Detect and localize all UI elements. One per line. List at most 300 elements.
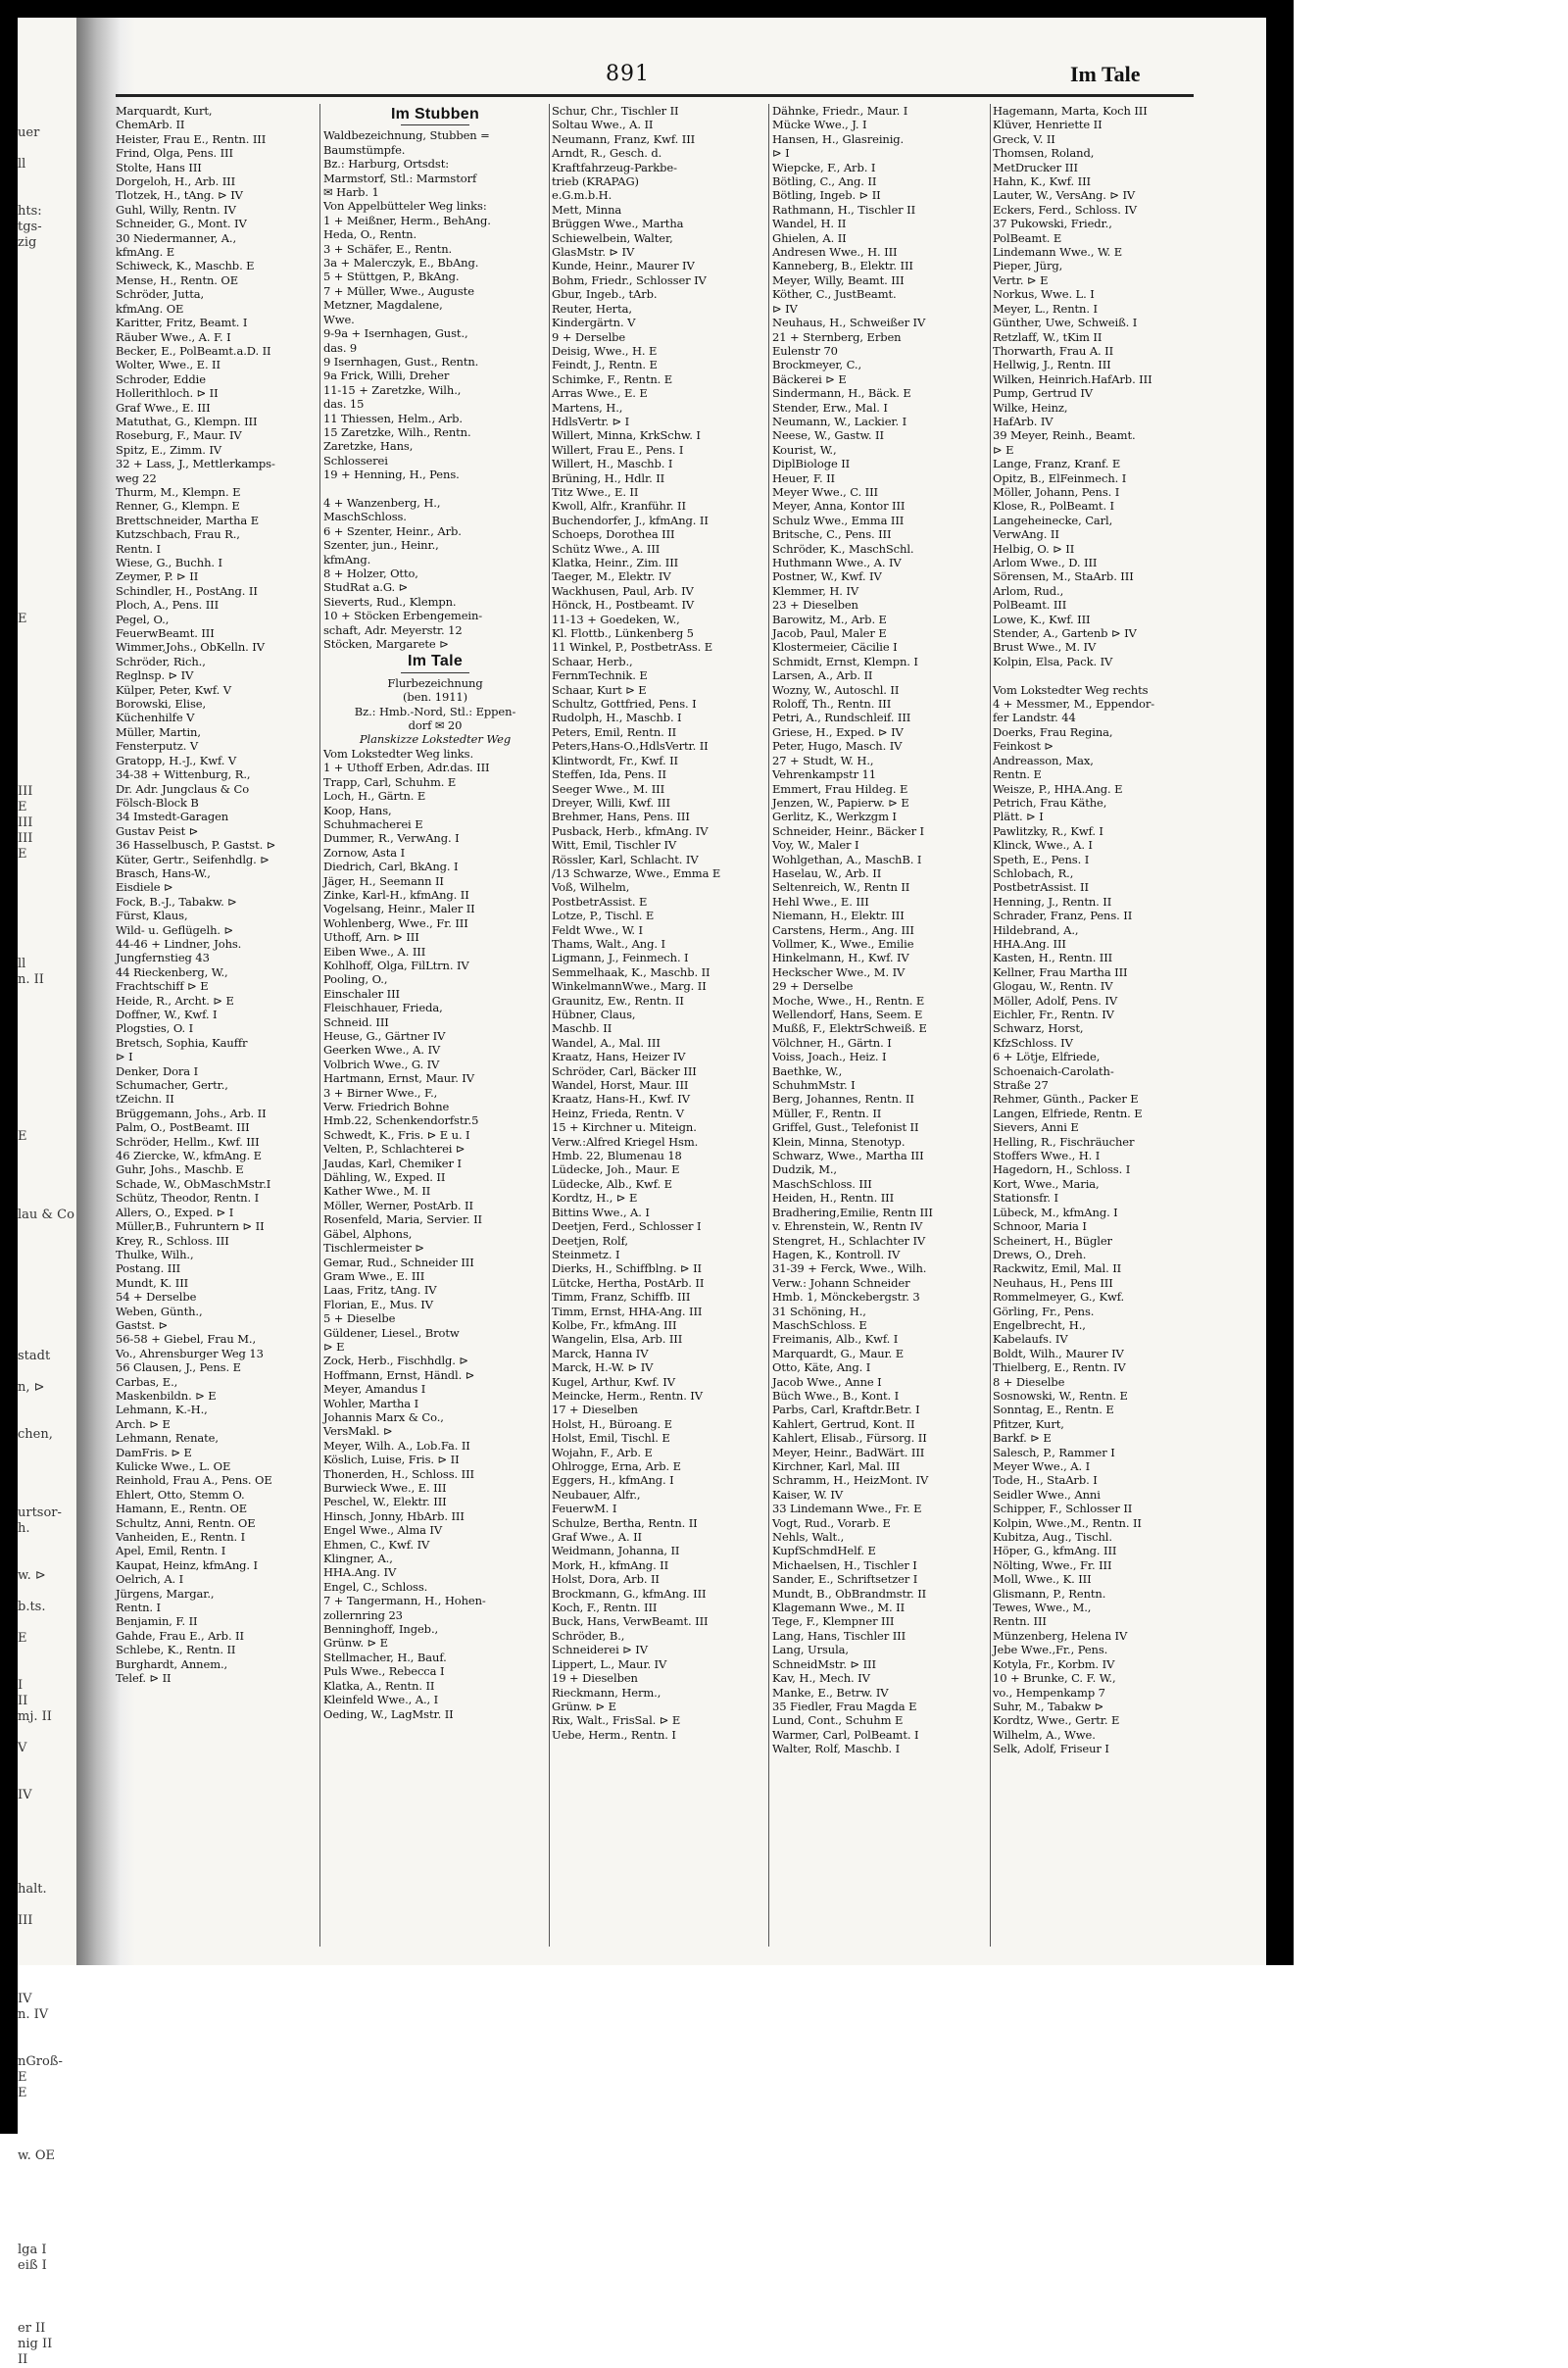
directory-entry: 44-46 + Lindner, Johs.	[116, 936, 242, 951]
directory-entry: Schaar, Kurt ⊳ E	[552, 682, 647, 697]
directory-entry: Stengret, H., Schlachter IV	[772, 1233, 926, 1248]
directory-entry: Gratopp, H.-J., Kwf. V	[116, 753, 237, 767]
directory-entry: Schwarz, Wwe., Martha III	[772, 1149, 924, 1163]
directory-entry: Jürgens, Margar.,	[116, 1586, 215, 1601]
directory-entry: Apel, Emil, Rentn. I	[116, 1544, 226, 1558]
directory-entry: Mett, Minna	[552, 202, 622, 217]
facing-page-fragment: V	[18, 1741, 27, 1755]
facing-page-fragment	[18, 345, 69, 361]
directory-entry: weg 22	[116, 470, 157, 485]
directory-entry: Sievers, Anni E	[993, 1120, 1079, 1135]
directory-entry: Schiweck, K., Maschb. E	[116, 259, 255, 273]
directory-entry: Neese, W., Gastw. II	[772, 428, 884, 443]
directory-entry: Voiss, Joach., Heiz. I	[772, 1050, 887, 1064]
directory-entry: 3 + Birner Wwe., F.,	[323, 1085, 438, 1100]
directory-entry: 15 + Kirchner u. Miteign.	[552, 1120, 697, 1135]
directory-entry: Bittins Wwe., A. I	[552, 1205, 650, 1219]
facing-page-strip	[18, 125, 74, 2367]
directory-entry: Rackwitz, Emil, Mal. II	[993, 1261, 1122, 1276]
directory-entry: Tege, F., Klempner III	[772, 1614, 895, 1629]
directory-entry: Tode, H., StaArb. I	[993, 1473, 1098, 1488]
directory-entry: SchneidMstr. ⊳ III	[772, 1656, 876, 1671]
directory-entry: Wwe.	[323, 312, 355, 326]
directory-entry: Dudzik, M.,	[772, 1162, 837, 1177]
facing-page-fragment	[18, 1239, 69, 1255]
directory-entry: 34-38 + Wittenburg, R.,	[116, 767, 251, 782]
directory-entry: Bötling, Ingeb. ⊳ II	[772, 188, 881, 203]
directory-entry: Wilhelm, A., Wwe.	[993, 1727, 1096, 1742]
facing-page-fragment	[18, 1615, 69, 1631]
directory-entry: Lüdecke, Alb., Kwf. E	[552, 1176, 672, 1191]
directory-entry: Warmer, Carl, PolBeamt. I	[772, 1727, 919, 1742]
directory-entry: Langeheinecke, Carl,	[993, 513, 1113, 527]
directory-entry: Thams, Walt., Ang. I	[552, 936, 665, 951]
directory-entry: Stöcken, Margarete ⊳	[323, 637, 449, 652]
facing-page-fragment	[18, 423, 69, 439]
directory-entry: Köther, C., JustBeamt.	[772, 287, 897, 302]
directory-entry: Johannis Marx & Co.,	[323, 1409, 444, 1424]
directory-entry: Schaar, Herb.,	[552, 654, 633, 668]
directory-entry: Kirchner, Karl, Mal. III	[772, 1459, 901, 1473]
directory-entry: Jebe Wwe.,Fr., Pens.	[993, 1643, 1108, 1657]
directory-entry: Wilke, Heinz,	[993, 400, 1068, 415]
directory-entry: Eulenstr 70	[772, 343, 838, 358]
directory-entry: 8 + Dieselbe	[993, 1374, 1065, 1389]
directory-entry: Stoffers Wwe., H. I	[993, 1149, 1101, 1163]
directory-entry: Schneider, Heinr., Bäcker I	[772, 823, 924, 838]
directory-entry: Wilken, Heinrich.HafArb. III	[993, 371, 1152, 386]
directory-entry: Meyer Wwe., C. III	[772, 484, 879, 499]
directory-entry: Schwarz, Horst,	[993, 1021, 1084, 1036]
directory-entry: Kather Wwe., M. II	[323, 1184, 431, 1199]
directory-entry: 46 Ziercke, W., kfmAng. E	[116, 1149, 262, 1163]
directory-entry: 54 + Derselbe	[116, 1290, 197, 1305]
directory-entry: ⊳ IV	[772, 301, 798, 316]
directory-entry	[993, 668, 1189, 682]
directory-entry: 1 + Meißner, Herm., BehAng.	[323, 213, 491, 227]
directory-entry: Arras Wwe., E. E	[552, 386, 648, 401]
directory-entry: Hagen, K., Kontroll. IV	[772, 1247, 901, 1261]
directory-entry: Helbig, O. ⊳ II	[993, 541, 1075, 556]
directory-entry: Heiden, H., Rentn. III	[772, 1191, 895, 1206]
directory-entry: 9a Frick, Willi, Dreher	[323, 369, 450, 383]
directory-entry: Plogsties, O. I	[116, 1021, 194, 1036]
directory-entry: 7 + Tangermann, H., Hohen-	[323, 1594, 486, 1608]
directory-entry: Maschb. II	[552, 1021, 612, 1036]
facing-page-fragment	[18, 329, 69, 345]
directory-entry: Retzlaff, W., tKim II	[993, 329, 1102, 344]
directory-entry: Reinhold, Frau A., Pens. OE	[116, 1473, 272, 1488]
directory-entry: Uthoff, Arn. ⊳ III	[323, 930, 419, 945]
facing-page-fragment	[18, 2117, 69, 2133]
directory-entry: Voß, Wilhelm,	[552, 880, 630, 895]
directory-entry: Eggers, H., kfmAng. I	[552, 1473, 674, 1488]
directory-entry: Meyer Wwe., A. I	[993, 1459, 1091, 1473]
directory-entry: HafArb. IV	[993, 414, 1054, 428]
directory-entry: Manke, E., Betrw. IV	[772, 1685, 889, 1700]
column-divider	[549, 104, 550, 1947]
facing-page-fragment	[18, 1317, 69, 1333]
directory-entry: Küter, Gertr., Seifenhdlg. ⊳	[116, 852, 270, 866]
directory-entry: Engel Wwe., Alma IV	[323, 1523, 443, 1538]
facing-page-fragment	[18, 768, 69, 784]
directory-entry: Heuse, G., Gärtner IV	[323, 1029, 446, 1043]
directory-entry: Wimmer,Johs., ObKelln. IV	[116, 640, 265, 655]
directory-entry: Laas, Fritz, tAng. IV	[323, 1283, 437, 1298]
directory-entry: Kulicke Wwe., L. OE	[116, 1459, 231, 1473]
facing-page-fragment	[18, 298, 69, 314]
facing-page-fragment	[18, 1223, 69, 1239]
directory-entry: Schumacher, Gertr.,	[116, 1078, 228, 1093]
facing-page-fragment	[18, 376, 69, 392]
directory-entry: Hahn, K., Kwf. III	[993, 174, 1091, 189]
directory-entry: 9 Isernhagen, Gust., Rentn.	[323, 354, 479, 369]
directory-entry: Guhl, Willy, Rentn. IV	[116, 202, 236, 217]
directory-entry: Pusback, Herb., kfmAng. IV	[552, 823, 709, 838]
directory-entry: MetDrucker III	[993, 160, 1078, 174]
column-3	[552, 104, 762, 1947]
directory-entry: Schoenaich-Carolath-	[993, 1063, 1114, 1078]
directory-entry: Andreasson, Max,	[993, 753, 1094, 767]
directory-entry: Plätt. ⊳ I	[993, 810, 1044, 824]
directory-entry: Peters, Emil, Rentn. II	[552, 724, 677, 739]
directory-entry: Larsen, A., Arb. II	[772, 668, 873, 683]
directory-entry: e.G.m.b.H.	[552, 188, 612, 203]
directory-entry: Grünw. ⊳ E	[323, 1636, 388, 1651]
directory-entry: Ghielen, A. II	[772, 230, 847, 245]
facing-page-fragment	[18, 549, 69, 565]
directory-entry: Lehmann, Renate,	[116, 1431, 219, 1446]
directory-entry: Loch, H., Gärtn. E	[323, 789, 426, 804]
directory-entry: Mense, H., Rentn. OE	[116, 272, 239, 287]
facing-page-fragment: eiß I	[18, 2258, 47, 2273]
facing-page-fragment	[18, 1160, 69, 1176]
directory-entry: Lippert, L., Maur. IV	[552, 1656, 667, 1671]
directory-entry: Thulke, Wilh.,	[116, 1247, 194, 1261]
facing-page-fragment: b.ts.	[18, 1600, 46, 1614]
directory-entry: Wangelin, Elsa, Arb. III	[552, 1332, 683, 1347]
directory-entry: Michaelsen, H., Tischler I	[772, 1557, 917, 1572]
directory-entry: Gerlitz, K., Werkzgm I	[772, 810, 897, 824]
directory-entry: Wandel, H. II	[772, 217, 847, 231]
directory-entry: Willert, Frau E., Pens. I	[552, 442, 684, 457]
directory-entry: Neumann, Franz, Kwf. III	[552, 131, 696, 146]
facing-page-fragment	[18, 1725, 69, 1741]
directory-entry: Doffner, W., Kwf. I	[116, 1008, 218, 1021]
directory-entry: VerwAng. II	[993, 527, 1059, 542]
directory-entry: Deisig, Wwe., H. E	[552, 343, 658, 358]
directory-entry: HHA.Ang. III	[993, 936, 1066, 951]
directory-entry: Selk, Adolf, Friseur I	[993, 1742, 1109, 1756]
directory-entry: Thonerden, H., Schloss. III	[323, 1466, 474, 1481]
directory-entry: Sander, E., Schriftsetzer I	[772, 1572, 918, 1587]
directory-entry: Kolpin, Elsa, Pack. IV	[993, 654, 1113, 668]
directory-entry: Dr. Adr. Jungclaus & Co	[116, 781, 250, 796]
facing-page-fragment: IV	[18, 1788, 32, 1802]
directory-entry: Szenter, jun., Heinr.,	[323, 538, 439, 553]
directory-entry: DamFris. ⊳ E	[116, 1445, 192, 1459]
directory-entry: Kraatz, Hans, Heizer IV	[552, 1050, 686, 1064]
directory-entry: Niemann, H., Elektr. III	[772, 909, 905, 923]
directory-entry: Reglnsp. ⊳ IV	[116, 668, 194, 683]
facing-page-fragment	[18, 1772, 69, 1788]
directory-entry: Fölsch-Block B	[116, 795, 199, 810]
directory-entry: Wild- u. Geflügelh. ⊳	[116, 922, 234, 937]
directory-entry: MaschSchloss.	[323, 510, 407, 524]
directory-entry: Norkus, Wwe. L. I	[993, 287, 1095, 302]
directory-entry	[323, 482, 547, 496]
directory-entry: Kasten, H., Rentn. III	[993, 951, 1113, 965]
directory-entry: Brust Wwe., M. IV	[993, 640, 1097, 655]
directory-entry: Feinkost ⊳	[993, 739, 1054, 754]
directory-entry: Steffen, Ida, Pens. II	[552, 767, 666, 782]
directory-entry: Barkf. ⊳ E	[993, 1431, 1052, 1446]
facing-page-fragment	[18, 1192, 69, 1208]
directory-entry: Schipper, F., Schlosser II	[993, 1502, 1133, 1516]
column-4	[772, 104, 988, 1947]
directory-entry: Marmstorf, Stl.: Marmstorf	[323, 171, 477, 185]
directory-entry: Peter, Hugo, Masch. IV	[772, 739, 903, 754]
facing-page-fragment	[18, 1945, 69, 1960]
directory-entry: Holst, Dora, Arb. II	[552, 1572, 660, 1587]
directory-entry: Vom Lokstedter Weg links.	[323, 746, 474, 761]
directory-entry: Schneid. III	[323, 1014, 389, 1029]
directory-entry: Schramm, H., HeizMont. IV	[772, 1473, 929, 1488]
directory-entry: Jäger, H., Seemann II	[323, 873, 444, 888]
directory-entry: Klose, R., PolBeamt. I	[993, 499, 1115, 514]
directory-entry: Heister, Frau E., Rentn. III	[116, 131, 267, 146]
directory-entry: ✉ Harb. 1	[323, 185, 379, 200]
facing-page-fragment	[18, 1850, 69, 1866]
directory-entry: Soltau Wwe., A. II	[552, 118, 654, 132]
directory-entry: PolBeamt. III	[993, 598, 1067, 613]
facing-page-fragment	[18, 2133, 69, 2148]
directory-entry: KupfSchmdHelf. E	[772, 1544, 876, 1558]
directory-entry: Mußß, F., ElektrSchweiß. E	[772, 1021, 927, 1036]
directory-entry: 37 Pukowski, Friedr.,	[993, 217, 1112, 231]
directory-entry: Meyer, L., Rentn. I	[993, 301, 1098, 316]
facing-page-fragment	[18, 1051, 69, 1066]
facing-page-fragment	[18, 486, 69, 502]
directory-entry: Oeding, W., LagMstr. II	[323, 1706, 454, 1721]
directory-entry: Meyer, Wilh. A., Lob.Fa. II	[323, 1438, 470, 1453]
facing-page-fragment: I	[18, 1678, 24, 1693]
facing-page-fragment: mj. II	[18, 1709, 52, 1724]
facing-page-fragment	[18, 282, 69, 298]
directory-entry: ⊳ I	[116, 1050, 133, 1064]
directory-entry: Pump, Gertrud IV	[993, 386, 1094, 401]
directory-entry: Parbs, Carl, Kraftdr.Betr. I	[772, 1403, 920, 1417]
facing-page-fragment	[18, 439, 69, 455]
directory-entry: Tlotzek, H., tAng. ⊳ IV	[116, 188, 243, 203]
directory-entry: Engelbrecht, H.,	[993, 1317, 1086, 1332]
directory-entry: Lüdecke, Joh., Maur. E	[552, 1162, 680, 1177]
directory-entry: Höper, G., kfmAng. III	[993, 1544, 1117, 1558]
directory-entry: Speth, E., Pens. I	[993, 852, 1090, 866]
directory-entry: Feindt, J., Rentn. E	[552, 358, 658, 372]
directory-entry: SchuhmMstr. I	[772, 1078, 856, 1093]
directory-entry: Schulze, Bertha, Rentn. II	[552, 1515, 698, 1530]
directory-entry: Ohlrogge, Erna, Arb. E	[552, 1459, 681, 1473]
directory-entry: Steinmetz. I	[552, 1247, 620, 1261]
directory-entry: Pieper, Jürg,	[993, 259, 1063, 273]
column-2	[323, 104, 547, 1947]
facing-page-fragment	[18, 2023, 69, 2039]
directory-entry: 4 + Messmer, M., Eppendor-	[993, 697, 1155, 712]
directory-entry: Bz.: Harburg, Ortsdst:	[323, 157, 450, 172]
directory-entry: Lotze, P., Tischl. E	[552, 909, 655, 923]
street-heading: Im Stubben	[323, 104, 547, 128]
directory-entry: Meyer, Amandus I	[323, 1382, 426, 1397]
directory-entry: Hansen, H., Glasreinig.	[772, 131, 905, 146]
directory-entry: Gbur, Ingeb., tArb.	[552, 287, 658, 302]
directory-entry: Lindemann Wwe., W. E	[993, 245, 1123, 260]
directory-page	[18, 18, 1266, 2367]
facing-page-fragment	[18, 910, 69, 925]
directory-entry: Hmb. 22, Blumenau 18	[552, 1149, 682, 1163]
facing-page-fragment	[18, 1537, 69, 1553]
directory-entry: Meincke, Herm., Rentn. IV	[552, 1388, 703, 1403]
directory-entry: Vertr. ⊳ E	[993, 272, 1049, 287]
directory-entry: Burwieck Wwe., E. III	[323, 1481, 447, 1495]
directory-entry: Klatka, Heinr., Zim. III	[552, 556, 679, 569]
directory-entry: Weben, Günth.,	[116, 1304, 203, 1318]
facing-page-fragment: n, ⊳	[18, 1380, 45, 1395]
directory-entry: Guhr, Johs., Maschb. E	[116, 1162, 244, 1177]
facing-page-fragment	[18, 690, 69, 706]
directory-entry: Benninghoff, Ingeb.,	[323, 1622, 439, 1637]
directory-entry: KfzSchloss. IV	[993, 1035, 1073, 1050]
directory-entry: Wiese, G., Buchh. I	[116, 556, 222, 569]
facing-page-fragment: ll	[18, 157, 26, 172]
facing-page-fragment	[18, 267, 69, 282]
directory-entry: Bötling, C., Ang. II	[772, 174, 877, 189]
directory-entry: Dierks, H., Schiffblng. ⊳ II	[552, 1261, 702, 1276]
facing-page-fragment	[18, 643, 69, 659]
directory-entry: Schade, W., ObMaschMstr.I	[116, 1176, 271, 1191]
directory-entry: Titz Wwe., E. II	[552, 484, 639, 499]
directory-entry: Görling, Fr., Pens.	[993, 1304, 1095, 1318]
directory-entry: Lübeck, M., kfmAng. I	[993, 1205, 1118, 1219]
directory-entry: Eckers, Ferd., Schloss. IV	[993, 202, 1137, 217]
directory-entry: ⊳ E	[323, 1339, 345, 1354]
facing-page-fragment	[18, 1553, 69, 1568]
directory-entry: Spitz, E., Zimm. IV	[116, 442, 222, 457]
directory-entry: 33 Lindemann Wwe., Fr. E	[772, 1502, 922, 1516]
directory-entry: Drews, O., Dreh.	[993, 1247, 1087, 1261]
facing-page-fragment: E	[18, 2086, 27, 2100]
facing-page-fragment: hts:	[18, 204, 42, 219]
directory-entry: Vo., Ahrensburger Weg 13	[116, 1346, 264, 1360]
directory-entry: Frind, Olga, Pens. III	[116, 146, 233, 161]
directory-entry: 56 Clausen, J., Pens. E	[116, 1360, 241, 1375]
directory-entry: Otto, Käte, Ang. I	[772, 1360, 871, 1375]
directory-entry: Heuer, F. II	[772, 470, 835, 485]
facing-page-fragment	[18, 706, 69, 721]
directory-entry: Pawlitzky, R., Kwf. I	[993, 823, 1103, 838]
directory-entry: 6 + Szenter, Heinr., Arb.	[323, 523, 462, 538]
street-description: Planskizze Lokstedter Weg	[359, 732, 512, 747]
facing-page-fragment: halt.	[18, 1882, 47, 1897]
directory-entry: Seltenreich, W., Rentn II	[772, 880, 910, 895]
facing-page-fragment	[18, 141, 69, 157]
directory-entry: Heckscher Wwe., M. IV	[772, 964, 906, 979]
directory-entry: Deetjen, Rolf,	[552, 1233, 628, 1248]
facing-page-fragment	[18, 941, 69, 957]
directory-entry: Lund, Cont., Schuhm E	[772, 1713, 904, 1728]
facing-page-fragment: E	[18, 612, 27, 626]
directory-entry: Moll, Wwe., K. III	[993, 1572, 1092, 1587]
directory-entry: Postang. III	[116, 1261, 181, 1276]
directory-entry: Zaretzke, Hans,	[323, 439, 414, 454]
directory-entry: Hoffmann, Ernst, Händl. ⊳	[323, 1367, 475, 1382]
directory-entry: Zornow, Asta I	[323, 845, 406, 860]
directory-entry: Neumann, W., Lackier. I	[772, 414, 907, 428]
facing-page-fragment	[18, 1364, 69, 1380]
directory-entry: Schultz, Gottfried, Pens. I	[552, 697, 697, 712]
directory-entry: Frachtschiff ⊳ E	[116, 979, 209, 994]
directory-entry: Gahde, Frau E., Arb. II	[116, 1628, 244, 1643]
directory-entry: Carstens, Herm., Ang. III	[772, 922, 914, 937]
directory-entry: ChemArb. II	[116, 118, 185, 132]
directory-entry: Semmelhaak, K., Maschb. II	[552, 964, 710, 979]
directory-entry: 9 + Derselbe	[552, 329, 626, 344]
directory-entry: HHA.Ang. IV	[323, 1565, 397, 1580]
facing-page-fragment	[18, 2039, 69, 2054]
facing-page-fragment	[18, 565, 69, 580]
directory-entry: Sonntag, E., Rentn. E	[993, 1403, 1114, 1417]
facing-page-fragment	[18, 596, 69, 612]
facing-page-fragment: E	[18, 2070, 27, 2085]
directory-entry: Holst, H., Büroang. E	[552, 1416, 672, 1431]
directory-entry: Schmidt, Ernst, Klempn. I	[772, 654, 918, 668]
facing-page-fragment: E	[18, 847, 27, 862]
directory-entry: Schneiderei ⊳ IV	[552, 1643, 648, 1657]
directory-entry: Petri, A., Rundschleif. III	[772, 711, 911, 725]
directory-entry: Peters,Hans-O.,HdlsVertr. II	[552, 739, 709, 754]
directory-entry: Dummer, R., VerwAng. I	[323, 831, 460, 846]
facing-page-fragment	[18, 1819, 69, 1835]
facing-page-fragment	[18, 1019, 69, 1035]
directory-entry: Uebe, Herm., Rentn. I	[552, 1727, 676, 1742]
directory-entry: Kwoll, Alfr., Kranführ. II	[552, 499, 686, 514]
directory-entry: Postner, W., Kwf. IV	[772, 569, 882, 584]
directory-entry: zollernring 23	[323, 1607, 403, 1622]
directory-entry: v. Ehrenstein, W., Rentn IV	[772, 1219, 923, 1234]
facing-page-fragment: E	[18, 1129, 27, 1144]
directory-entry: Kort, Wwe., Maria,	[993, 1176, 1100, 1191]
directory-entry: Schindler, H., PostAng. II	[116, 583, 258, 598]
directory-entry: Witt, Emil, Tischler IV	[552, 838, 677, 853]
scan-border-right	[1266, 0, 1294, 1965]
directory-entry: Schimke, F., Rentn. E	[552, 371, 673, 386]
directory-entry: Metzner, Magdalene,	[323, 298, 443, 313]
directory-entry: Wohlenberg, Wwe., Fr. III	[323, 915, 468, 930]
directory-entry: Hamann, E., Rentn. OE	[116, 1502, 248, 1516]
directory-entry: Griese, H., Exped. ⊳ IV	[772, 724, 904, 739]
directory-entry: Grünw. ⊳ E	[552, 1699, 616, 1713]
directory-entry: Lang, Hans, Tischler III	[772, 1628, 906, 1643]
directory-entry: Klagemann Wwe., M. II	[772, 1601, 906, 1615]
directory-entry: Brockmann, G., kfmAng. III	[552, 1586, 707, 1601]
directory-entry: Küchenhilfe V	[116, 711, 195, 725]
directory-entry: Karitter, Fritz, Beamt. I	[116, 316, 248, 330]
facing-page-fragment	[18, 1647, 69, 1662]
directory-entry: Rix, Walt., FrisSal. ⊳ E	[552, 1713, 681, 1728]
facing-page-fragment: h.	[18, 1521, 30, 1536]
directory-entry: Reuter, Herta,	[552, 301, 632, 316]
directory-entry: vo., Hempenkamp 7	[993, 1685, 1105, 1700]
